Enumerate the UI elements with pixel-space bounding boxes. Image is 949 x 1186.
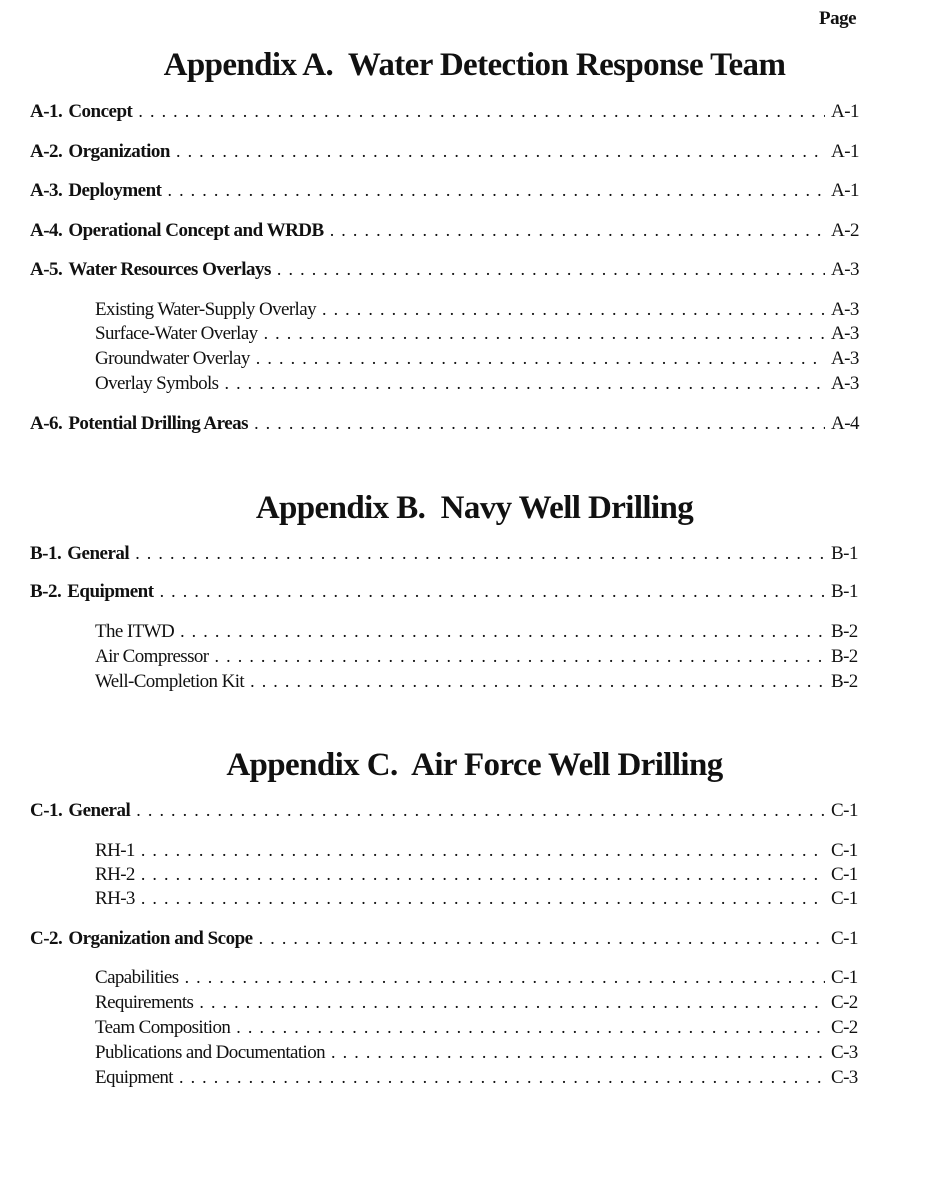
entry-number: A-1. bbox=[30, 101, 63, 122]
entry-title: Existing Water-Supply Overlay bbox=[95, 299, 316, 320]
entry-number: B-2. bbox=[30, 581, 62, 602]
toc-entry-a-1[interactable] bbox=[30, 101, 863, 125]
toc-entry-a-6[interactable] bbox=[30, 413, 863, 437]
toc-subentry-existing-water-supply-overlay[interactable] bbox=[95, 299, 863, 323]
toc-subentry-surface-water-overlay[interactable] bbox=[95, 323, 863, 347]
entry-title: Publications and Documentation bbox=[95, 1042, 326, 1063]
dot-leader bbox=[180, 621, 825, 642]
entry-number: C-2. bbox=[30, 928, 63, 949]
toc-subentry-capabilities[interactable] bbox=[95, 967, 863, 991]
dot-leader bbox=[254, 413, 825, 434]
entry-page: C-1 bbox=[831, 888, 858, 909]
entry-title: RH-1 bbox=[95, 840, 135, 861]
dot-leader bbox=[277, 259, 825, 280]
entry-title: Potential Drilling Areas bbox=[68, 413, 249, 434]
entry-title: General bbox=[68, 800, 131, 821]
entry-title: Deployment bbox=[68, 180, 162, 201]
toc-subentry-the-itwd[interactable] bbox=[95, 621, 863, 645]
entry-page: A-3 bbox=[831, 299, 859, 320]
entry-title: Overlay Symbols bbox=[95, 373, 219, 394]
entry-page: A-2 bbox=[831, 220, 860, 241]
toc-subentry-rh-3[interactable] bbox=[95, 888, 863, 912]
dot-leader bbox=[256, 348, 825, 369]
entry-page: A-1 bbox=[831, 101, 860, 122]
entry-page: A-1 bbox=[831, 180, 860, 201]
toc-subentry-rh-1[interactable] bbox=[95, 840, 863, 864]
appendix-a-title: Appendix A. Water Detection Response Team bbox=[163, 47, 786, 83]
entry-title: Equipment bbox=[67, 581, 154, 602]
toc-subentry-groundwater-overlay[interactable] bbox=[95, 348, 863, 372]
toc-entry-a-2[interactable] bbox=[30, 141, 863, 165]
page-column-label: Page bbox=[819, 8, 857, 29]
entry-title: Organization bbox=[68, 141, 170, 162]
dot-leader bbox=[167, 180, 825, 201]
dot-leader bbox=[322, 299, 825, 320]
entry-title: RH-2 bbox=[95, 864, 135, 885]
entry-title: Requirements bbox=[95, 992, 194, 1013]
dot-leader bbox=[331, 1042, 825, 1063]
entry-title: Organization and Scope bbox=[68, 928, 253, 949]
entry-page: C-3 bbox=[831, 1042, 858, 1063]
entry-title: Concept bbox=[68, 101, 133, 122]
entry-page: C-2 bbox=[831, 1017, 858, 1038]
toc-subentry-equipment[interactable] bbox=[95, 1067, 863, 1091]
entry-page: C-1 bbox=[831, 967, 858, 988]
dot-leader bbox=[176, 141, 825, 162]
entry-page: C-3 bbox=[831, 1067, 858, 1088]
dot-leader bbox=[136, 800, 825, 821]
entry-title: Air Compressor bbox=[95, 646, 209, 667]
toc-subentry-well-completion-kit[interactable] bbox=[95, 671, 863, 695]
toc-entry-b-2[interactable] bbox=[30, 581, 863, 605]
dot-leader bbox=[259, 928, 825, 949]
entry-title: Water Resources Overlays bbox=[68, 259, 271, 280]
entry-number: A-4. bbox=[30, 220, 63, 241]
entry-page: B-2 bbox=[831, 646, 858, 667]
entry-page: A-3 bbox=[831, 373, 859, 394]
entry-page: A-1 bbox=[831, 141, 860, 162]
entry-page: B-1 bbox=[831, 543, 858, 564]
toc-subentry-rh-2[interactable] bbox=[95, 864, 863, 888]
dot-leader bbox=[160, 581, 825, 602]
appendix-c-title: Appendix C. Air Force Well Drilling bbox=[226, 747, 723, 783]
entry-number: C-1. bbox=[30, 800, 63, 821]
entry-title: The ITWD bbox=[95, 621, 175, 642]
toc-entry-a-5[interactable] bbox=[30, 259, 863, 283]
entry-page: B-1 bbox=[831, 581, 858, 602]
dot-leader bbox=[141, 840, 825, 861]
entry-title: Equipment bbox=[95, 1067, 173, 1088]
entry-page: C-1 bbox=[831, 864, 858, 885]
dot-leader bbox=[330, 220, 825, 241]
toc-subentry-publications-and-documentation[interactable] bbox=[95, 1042, 863, 1066]
dot-leader bbox=[141, 888, 825, 909]
dot-leader bbox=[135, 543, 825, 564]
toc-subentry-team-composition[interactable] bbox=[95, 1017, 863, 1041]
entry-title: Groundwater Overlay bbox=[95, 348, 250, 369]
entry-number: B-1. bbox=[30, 543, 62, 564]
entry-number: A-2. bbox=[30, 141, 63, 162]
dot-leader bbox=[224, 373, 825, 394]
entry-title: Well-Completion Kit bbox=[95, 671, 245, 692]
entry-page: B-2 bbox=[831, 671, 858, 692]
entry-page: C-1 bbox=[831, 800, 858, 821]
dot-leader bbox=[179, 1067, 825, 1088]
dot-leader bbox=[250, 671, 825, 692]
entry-page: A-3 bbox=[831, 259, 860, 280]
entry-page: A-4 bbox=[831, 413, 860, 434]
toc-subentry-overlay-symbols[interactable] bbox=[95, 373, 863, 397]
dot-leader bbox=[141, 864, 825, 885]
entry-number: A-5. bbox=[30, 259, 63, 280]
entry-title: Surface-Water Overlay bbox=[95, 323, 258, 344]
dot-leader bbox=[236, 1017, 825, 1038]
entry-number: A-3. bbox=[30, 180, 63, 201]
entry-page: A-3 bbox=[831, 348, 859, 369]
entry-page: C-1 bbox=[831, 928, 858, 949]
dot-leader bbox=[264, 323, 825, 344]
entry-page: B-2 bbox=[831, 621, 858, 642]
entry-title: Capabilities bbox=[95, 967, 179, 988]
entry-number: A-6. bbox=[30, 413, 63, 434]
toc-entry-a-3[interactable] bbox=[30, 180, 863, 204]
entry-title: General bbox=[67, 543, 130, 564]
toc-entry-c-1[interactable] bbox=[30, 800, 863, 824]
appendix-b-title: Appendix B. Navy Well Drilling bbox=[255, 490, 694, 526]
dot-leader bbox=[215, 646, 825, 667]
toc-entry-b-1[interactable] bbox=[30, 543, 863, 567]
entry-title: RH-3 bbox=[95, 888, 135, 909]
toc-subentry-requirements[interactable] bbox=[95, 992, 863, 1016]
toc-entry-a-4[interactable] bbox=[30, 220, 863, 244]
toc-subentry-air-compressor[interactable] bbox=[95, 646, 863, 670]
entry-page: C-1 bbox=[831, 840, 858, 861]
entry-title: Team Composition bbox=[95, 1017, 231, 1038]
toc-entry-c-2[interactable] bbox=[30, 928, 863, 952]
dot-leader bbox=[185, 967, 825, 988]
dot-leader bbox=[138, 101, 825, 122]
entry-title: Operational Concept and WRDB bbox=[68, 220, 324, 241]
dot-leader bbox=[199, 992, 825, 1013]
entry-page: A-3 bbox=[831, 323, 859, 344]
entry-page: C-2 bbox=[831, 992, 858, 1013]
